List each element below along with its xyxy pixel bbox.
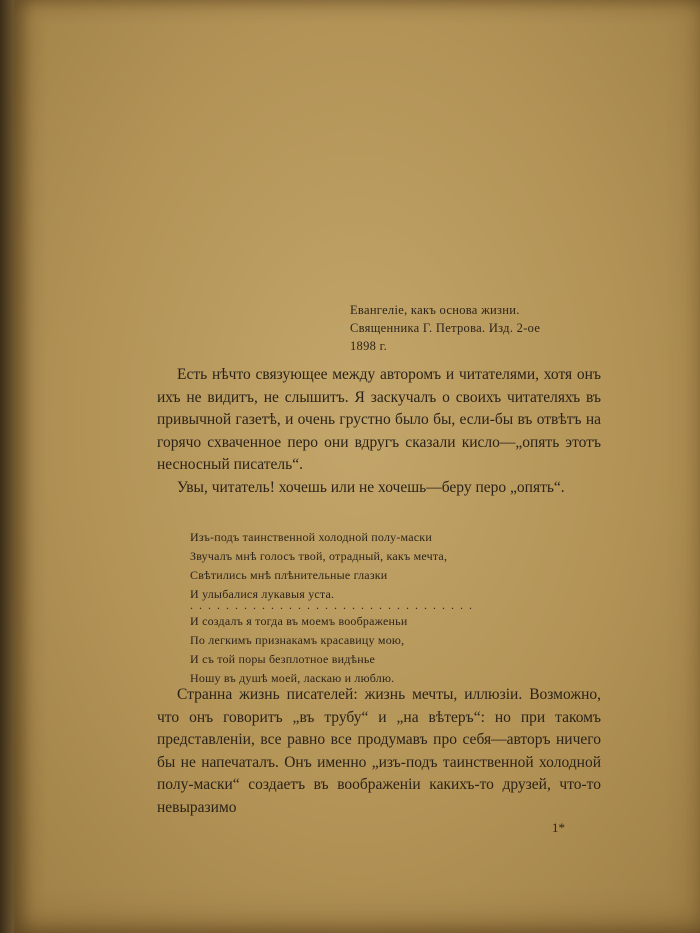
poem-ellipsis-line: ................................ <box>190 598 478 612</box>
poem-line: И улыбалися лукавыя уста. <box>190 587 335 601</box>
poem-line: Изъ-подъ таинственной холодной полу-маски <box>190 530 432 544</box>
paragraph: Есть нѣчто связующее между авторомъ и читателями, хотя онъ ихъ не видитъ, не слышитъ. Я заскучалъ о своихъ читателяхъ въ привычной газетѣ, и очень грустно было бы, если-бы въ отвѣтъ на горячо схваченное перо они вдругъ сказали кисло—„опять этотъ несносный писатель“. <box>157 366 601 473</box>
book-page <box>14 0 700 933</box>
book-spine-edge <box>0 0 14 933</box>
poem-line: Свѣтились мнѣ плѣнительные глазки <box>190 568 388 582</box>
poem-line: Ношу въ душѣ моей, ласкаю и люблю. <box>190 671 395 685</box>
poem-stanza <box>190 528 570 604</box>
epigraph-line: Священника Г. Петрова. Изд. 2-ое <box>350 321 541 335</box>
opening-text <box>157 364 601 499</box>
poem-line: Звучалъ мнѣ голосъ твой, отрадный, какъ мечта, <box>190 549 448 563</box>
signature-mark: 1* <box>552 820 565 835</box>
closing-text <box>157 684 601 819</box>
paragraph: Увы, читатель! хочешь или не хочешь—беру перо „опять“. <box>177 478 565 496</box>
poem-line: И создалъ я тогда въ моемъ воображеньи <box>190 614 408 628</box>
poem-line: И съ той поры безплотное видѣнье <box>190 652 376 666</box>
epigraph-line: Евангелiе, какъ основа жизни. <box>350 303 520 317</box>
poem-stanza <box>190 612 570 688</box>
epigraph <box>350 301 590 355</box>
epigraph-line: 1898 г. <box>350 339 388 353</box>
paragraph: Странна жизнь писателей: жизнь мечты, иллюзiи. Возможно, что онъ говоритъ „въ трубу“ и „на вѣтеръ“: но при такомъ представленiи, все равно все продумавъ про себя—авторъ ничего бы не напечаталъ. Онъ именно „изъ-подъ таинственной холодной полу-маски“ создаетъ въ воображенiи какихъ-то друзей, что-то невыразимо <box>157 686 601 816</box>
poem-line: По легкимъ признакамъ красавицу мою, <box>190 633 405 647</box>
